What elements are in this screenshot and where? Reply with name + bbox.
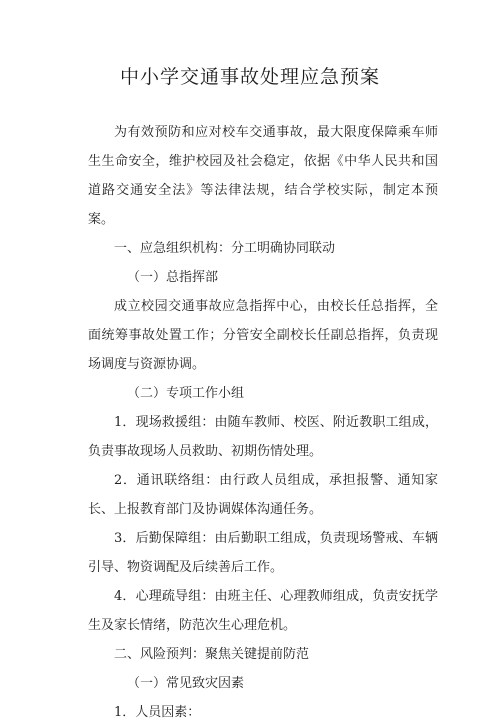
list-item: 1．人员因素： bbox=[114, 705, 201, 720]
list-item: 3．后勤保障组：由后勤职工组成，负责现场警戒、车辆引导、物资调配及后续善后工作。 bbox=[88, 531, 438, 575]
list-item: 1．现场救援组：由随车教师、校医、附近教职工组成，负责事故现场人员救助、初期伤情处理。 bbox=[88, 415, 438, 459]
list-item: 4．心理疏导组：由班主任、心理教师组成，负责安抚学生及家长情绪，防范次生心理危机。 bbox=[88, 589, 438, 633]
subsection-heading: （一）常见致灾因素 bbox=[127, 676, 245, 691]
body-paragraph: 成立校园交通事故应急指挥中心，由校长任总指挥，全面统筹事故处置工作；分管安全副校长任副总指挥，负责现场调度与资源协调。 bbox=[88, 299, 438, 372]
section-heading: 二、风险预判：聚焦关键提前防范 bbox=[114, 647, 310, 662]
section-heading: 一、应急组织机构：分工明确协同联动 bbox=[114, 241, 336, 256]
subsection-heading: （一）总指挥部 bbox=[127, 270, 219, 285]
list-item: 2．通讯联络组：由行政人员组成，承担报警、通知家长、上报教育部门及协调媒体沟通任务。 bbox=[88, 473, 438, 517]
intro-paragraph: 为有效预防和应对校车交通事故，最大限度保障乘车师生生命安全，维护校园及社会稳定，依据《中华人民共和国道路交通安全法》等法律法规，结合学校实际，制定本预案。 bbox=[88, 125, 438, 227]
document-title: 中小学交通事故处理应急预案 bbox=[119, 66, 380, 88]
document-body bbox=[88, 118, 438, 727]
subsection-heading: （二）专项工作小组 bbox=[127, 386, 245, 401]
